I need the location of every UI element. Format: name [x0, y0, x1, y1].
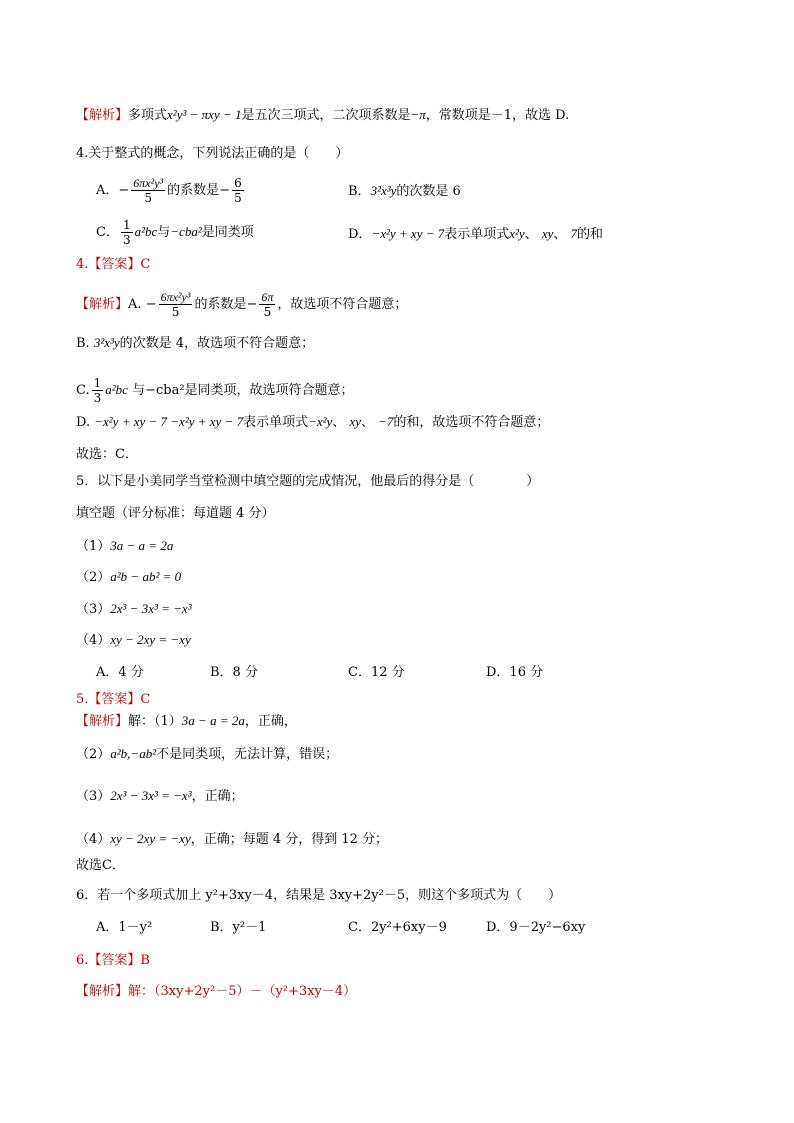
item-label: （4）	[76, 832, 111, 847]
math-expression: −x²y + xy − 7 −x²y + xy − 7	[94, 414, 244, 429]
item-label: （3）	[76, 602, 111, 617]
math-expression: xy − 2xy = −xy	[110, 632, 191, 647]
item-label: （3）	[76, 789, 111, 804]
math-expression: a²bc	[134, 224, 158, 239]
fraction-numerator: 6πx²y³	[160, 290, 191, 304]
q6-option-b: B．y²－1	[210, 920, 267, 935]
math-expression: 2x³ − 3x³ = −x³	[110, 788, 192, 803]
text: 的和，故选项不符合题意；	[393, 415, 550, 430]
option-label: D．	[348, 227, 372, 242]
fraction-denominator: 5	[171, 305, 180, 319]
analysis-tag: 【解析】	[76, 108, 129, 123]
text: 解：（1）	[128, 714, 182, 729]
math-expression: a²b − ab² = 0	[110, 569, 182, 584]
item-label: （1）	[76, 539, 111, 554]
text: 与	[157, 225, 171, 240]
q5-analysis-4	[76, 830, 388, 849]
q5-item	[76, 537, 173, 556]
math-expression: （3xy+2y²－5）－（y²+3xy－4）	[154, 984, 357, 999]
question-5-stem: 5．以下是小美同学当堂检测中填空题的完成情况，他最后的得分是（ ）	[76, 474, 540, 489]
q4-answer: 4.【答案】C	[76, 257, 151, 272]
math-expression: xy − 2xy = −xy	[110, 831, 191, 846]
fraction	[232, 176, 244, 205]
math-term: xy	[541, 226, 554, 241]
math-expression: −x²y + xy − 7	[371, 226, 445, 241]
minus-sign: −	[246, 297, 258, 312]
minus-sign: −	[219, 183, 231, 198]
q4-option-a	[96, 176, 246, 205]
math-expression: x²y³ − πxy − 1	[167, 107, 242, 122]
text: 是五次三项式，二次项系数是	[241, 108, 411, 123]
q5-analysis-1	[76, 712, 297, 731]
question-4-stem: 4.关于整式的概念，下列说法正确的是（ ）	[76, 146, 349, 161]
text: ，常数项是－1，故选 D.	[425, 108, 570, 123]
text: 的次数是 6	[396, 184, 461, 199]
fraction-denominator: 5	[234, 191, 242, 205]
q5-analysis-3	[76, 787, 244, 806]
q4-option-b	[348, 182, 461, 201]
text: 与−cba²是同类项，故选项符合题意；	[132, 383, 354, 398]
math-term: x²y	[509, 226, 525, 241]
text: 的次数是 4，故选项不符合题意；	[119, 336, 315, 351]
fraction-denominator: 3	[122, 233, 131, 247]
text: ，正确，	[244, 714, 297, 729]
math-term: −x²y	[308, 414, 333, 429]
math-expression: −cba²	[170, 224, 202, 239]
fraction-numerator: 6πx²y³	[133, 176, 164, 190]
math-expression: 3a − a = 2a	[110, 538, 174, 553]
fraction	[92, 376, 104, 405]
math-term: xy	[349, 414, 361, 429]
q5-choose: 故选C．	[76, 858, 125, 873]
q3-analysis-line	[76, 106, 569, 125]
q4-analysis-c	[76, 376, 354, 405]
q6-answer: 6.【答案】B	[76, 953, 150, 968]
option-label: D.	[76, 415, 91, 430]
q5-item	[76, 600, 192, 619]
q5-rule: 填空题（评分标准：每道题 4 分）	[76, 506, 275, 521]
fraction-numerator: 1	[122, 218, 131, 232]
fraction-denominator: 5	[144, 191, 153, 205]
math-expression: a²b,−ab²	[110, 746, 157, 761]
q5-option-c: C．12 分	[348, 665, 405, 680]
option-label: A．	[96, 183, 119, 198]
item-label: （2）	[76, 747, 111, 762]
fraction-denominator: 5	[263, 305, 272, 319]
math-term: 7	[570, 226, 578, 241]
item-label: （2）	[76, 570, 111, 585]
fraction	[131, 176, 165, 205]
minus-sign: −	[118, 183, 130, 198]
q4-choose: 故选：C．	[76, 447, 138, 462]
analysis-tag-end: 】解：	[115, 984, 155, 999]
math-expression: 3a − a = 2a	[181, 713, 245, 728]
math-expression: a²bc	[105, 382, 128, 397]
text: 的系数是	[194, 297, 247, 312]
option-label: B．	[348, 184, 371, 199]
text: ，正确；	[191, 789, 244, 804]
fraction-denominator: 3	[93, 391, 102, 405]
q4-option-d: D．−x²y + xy − 7表示单项式x²y、 xy、 7的和	[348, 226, 604, 242]
text: 表示单项式	[444, 227, 510, 242]
q5-option-b: B．8 分	[210, 665, 258, 680]
analysis-tag: 【解析】	[76, 297, 129, 312]
math-term: −7	[378, 414, 394, 429]
q4-analysis-d: D. −x²y + xy − 7 −x²y + xy − 7表示单项式−x²y、 xy、 −7的和，故选项不符合题意；	[76, 414, 550, 430]
q4-analysis-a	[76, 290, 407, 319]
fraction	[121, 218, 133, 247]
text: 是同类项	[201, 225, 254, 240]
q5-item	[76, 631, 191, 650]
fraction	[259, 290, 275, 319]
q4-analysis-b	[76, 334, 314, 353]
text: 表示单项式	[243, 415, 309, 430]
question-6-stem: 6．若一个多项式加上 y²+3xy－4，结果是 3xy+2y²－5，则这个多项式为（ ）	[76, 888, 562, 903]
text: 的系数是	[167, 183, 220, 198]
math-expression: 3²x³y	[370, 183, 397, 198]
fraction-numerator: 6	[234, 176, 242, 190]
text: ，故选项不符合题意；	[277, 297, 408, 312]
option-label: C．	[96, 225, 119, 240]
q5-item	[76, 568, 181, 587]
fraction-numerator: 6π	[261, 290, 274, 304]
fraction	[159, 290, 193, 319]
text: 多项式	[128, 108, 168, 123]
option-label: B.	[76, 336, 90, 351]
q6-option-c: C．2y²+6xy－9	[348, 920, 447, 935]
math-expression: −π	[410, 107, 426, 122]
q5-option-a: A．4 分	[96, 665, 144, 680]
math-expression: 3²x³y	[93, 335, 120, 350]
item-label: （4）	[76, 633, 111, 648]
text: 的和	[577, 227, 604, 242]
q6-option-d: D．9－2y²−6xy	[486, 920, 586, 935]
q6-option-a: A．1－y²	[96, 920, 153, 935]
q5-answer: 5.【答案】C	[76, 692, 151, 707]
analysis-tag: 【解析】	[76, 714, 129, 729]
minus-sign: −	[145, 297, 157, 312]
q6-analysis	[76, 983, 356, 1001]
q5-option-d: D．16 分	[486, 665, 544, 680]
text: 不是同类项，无法计算，错误；	[156, 747, 339, 762]
q4-option-c	[96, 218, 254, 247]
analysis-tag: 【解析	[76, 984, 116, 999]
option-label: A.	[128, 297, 142, 312]
math-expression: 2x³ − 3x³ = −x³	[110, 601, 192, 616]
fraction-numerator: 1	[93, 376, 102, 390]
q5-analysis-2	[76, 745, 338, 764]
text: ，正确；每题 4 分，得到 12 分；	[190, 832, 389, 847]
option-label: C.	[76, 383, 90, 398]
